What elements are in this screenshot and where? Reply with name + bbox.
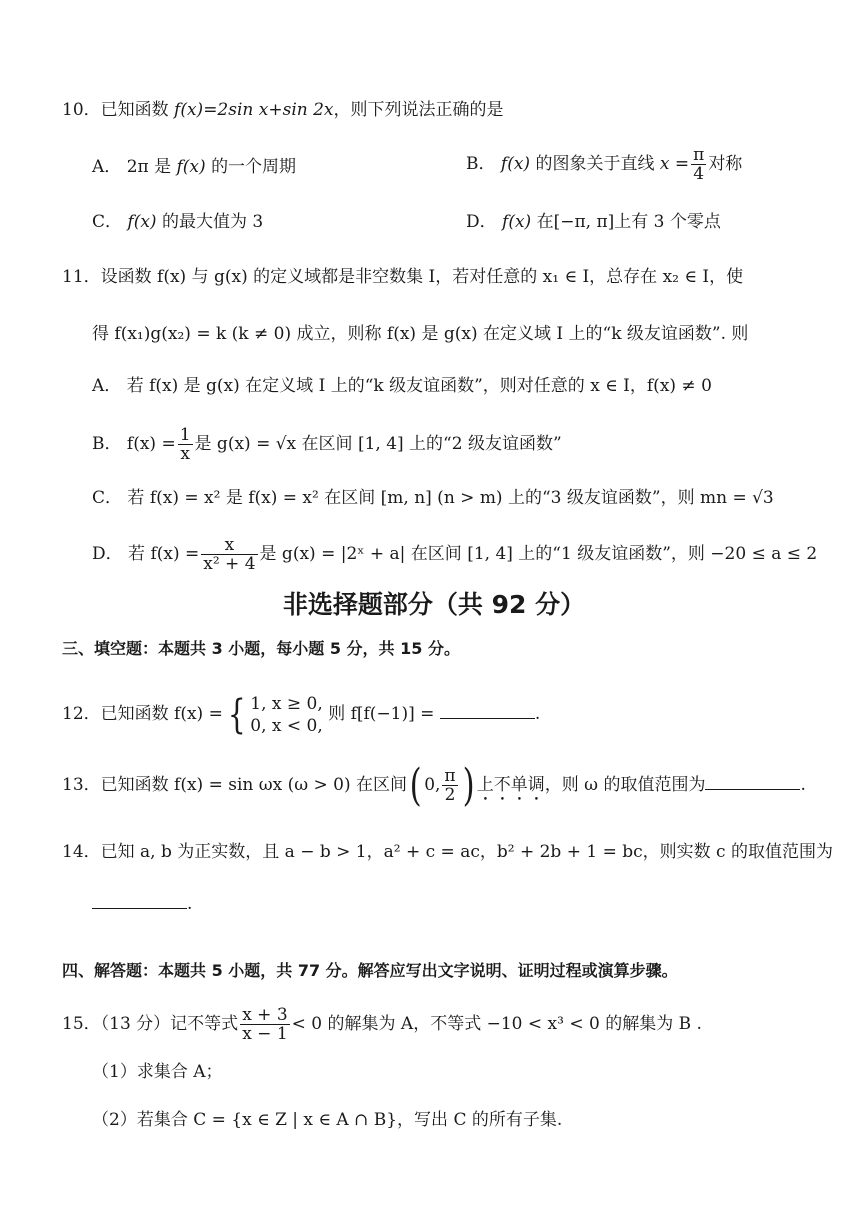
option-10c (92, 210, 263, 234)
section-heading: 非选择题部分（共 92 分） (282, 590, 586, 619)
fraction-denominator: x − 1 (242, 1024, 288, 1044)
option-text: 若 f(x) = (128, 544, 200, 564)
fraction (691, 146, 706, 183)
question-text: ，则下列说法正确的是 (333, 100, 504, 120)
question-text: 则 f[f(−1)] = (328, 704, 435, 724)
question-15 (62, 1002, 702, 1046)
option-text: 的最大值为 3 (161, 212, 264, 232)
emphasized-text: 上不单调 (476, 775, 545, 795)
question-15-part-1: （1）求集合 A； (92, 1062, 223, 1082)
fraction-numerator: π (693, 145, 705, 165)
option-11d (92, 532, 817, 576)
question-number: 14． (62, 842, 101, 862)
option-text: 在 (536, 212, 554, 232)
case-2: 0, x < 0, (250, 715, 323, 736)
option-10a (92, 155, 296, 179)
case-1: 1, x ≥ 0, (250, 693, 323, 714)
option-text: 若 f(x) 是 g(x) 在定义域 I 上的“k 级友谊函数”，则对任意的 x ∈ I，f(x) ≠ 0 (126, 376, 712, 396)
option-label: A． (92, 376, 122, 396)
question-number: 12． (62, 704, 101, 724)
question-text: . (187, 894, 193, 914)
question-14-answer (92, 890, 192, 916)
question-10 (62, 98, 504, 122)
question-text: 已知函数 f(x) = (100, 704, 223, 724)
left-paren: ( (409, 759, 422, 811)
section-4-title: 四、解答题：本题共 5 小题，共 77 分。解答应写出文字说明、证明过程或演算步骤。 (62, 961, 678, 980)
option-text: x = (659, 154, 690, 174)
question-text: 得 f(x₁)g(x₂) = k (k ≠ 0) 成立，则称 f(x) 是 g(x) 在定义域 I 上的“k 级友谊函数”. 则 (92, 324, 749, 344)
fraction-denominator: x² + 4 (203, 554, 256, 574)
left-brace: { (227, 691, 246, 738)
question-number: 11． (62, 267, 101, 287)
option-label: C． (92, 488, 123, 508)
option-label: C． (92, 212, 123, 232)
section-3-title: 三、填空题：本题共 3 小题，每小题 5 分，共 15 分。 (62, 639, 460, 658)
question-12 (62, 690, 540, 738)
answer-blank[interactable] (705, 771, 800, 790)
interval-start: 0, (424, 775, 441, 795)
fraction-numerator: x + 3 (242, 1005, 288, 1025)
question-14 (62, 840, 833, 864)
question-number: 13． (62, 775, 101, 795)
option-label: B． (466, 154, 496, 174)
question-text: 已知函数 f(x) = sin ωx (ω > 0) 在区间 (100, 775, 408, 795)
option-text: f(x) (127, 212, 157, 232)
piecewise-cases (250, 693, 322, 737)
option-text: 是 g(x) = √x 在区间 [1, 4] 上的“2 级友谊函数” (194, 434, 562, 454)
option-text: f(x) (176, 157, 206, 177)
option-text: 的一个周期 (211, 157, 297, 177)
option-text: f(x) (500, 154, 531, 174)
option-text: 2π 是 (126, 157, 172, 177)
option-label: D． (92, 544, 123, 564)
answer-blank[interactable] (92, 890, 187, 909)
fraction (240, 1006, 289, 1043)
question-text: （13 分）记不等式 (100, 1014, 239, 1034)
question-13 (62, 757, 806, 813)
option-text: f(x) (502, 212, 532, 232)
option-11b (92, 422, 562, 466)
question-number: 10． (62, 100, 101, 120)
question-11-continued (92, 322, 748, 346)
question-11 (62, 265, 743, 289)
fraction-denominator: x (180, 444, 190, 464)
question-text: 已知 a, b 为正实数，且 a − b > 1，a² + c = ac，b² + 2b + 1 = bc，则实数 c 的取值范围为 (100, 842, 833, 862)
option-10d (466, 210, 721, 234)
option-text: 是 g(x) = |2ˣ + a| 在区间 [1, 4] 上的“1 级友谊函数”，则 −20 ≤ a ≤ 2 (259, 544, 818, 564)
option-text: 对称 (708, 154, 743, 174)
option-11c (92, 486, 774, 510)
question-number: 15． (62, 1014, 101, 1034)
fraction-numerator: x (201, 536, 257, 555)
question-text: . (534, 704, 541, 724)
fraction-numerator: 1 (179, 425, 191, 445)
question-text: . (800, 775, 806, 795)
answer-blank[interactable] (440, 700, 535, 719)
right-paren: ) (462, 759, 475, 811)
option-text: f(x) = (126, 434, 176, 454)
fraction (442, 767, 457, 804)
fraction-denominator: 4 (693, 164, 705, 184)
function-expression: f(x)=2sin x+sin 2x (174, 100, 334, 120)
option-11a (92, 374, 712, 398)
option-label: A． (92, 157, 122, 177)
question-text: 已知函数 (100, 100, 169, 120)
question-text: 设函数 f(x) 与 g(x) 的定义域都是非空数集 I，若对任意的 x₁ ∈ I，总存在 x₂ ∈ I，使 (100, 267, 744, 287)
question-text: ，则 ω 的取值范围为 (544, 775, 706, 795)
question-text: < 0 的解集为 A，不等式 −10 < x³ < 0 的解集为 B . (291, 1014, 702, 1034)
fraction-numerator: π (444, 766, 456, 786)
question-15-part-2: （2）若集合 C = {x ∈ Z | x ∈ A ∩ B}，写出 C 的所有子集. (92, 1110, 563, 1130)
option-text: 若 f(x) = x² 是 f(x) = x² 在区间 [m, n] (n > m) 上的“3 级友谊函数”，则 mn = √3 (127, 488, 774, 508)
option-label: B． (92, 434, 122, 454)
fraction (178, 426, 193, 463)
option-text: 的图象关于直线 (535, 154, 655, 174)
option-text: [−π, π] (553, 212, 615, 232)
fraction-denominator: 2 (444, 785, 456, 805)
option-label: D． (466, 212, 497, 232)
option-text: 上有 3 个零点 (614, 212, 721, 232)
option-10b (466, 146, 742, 183)
fraction (201, 536, 257, 573)
